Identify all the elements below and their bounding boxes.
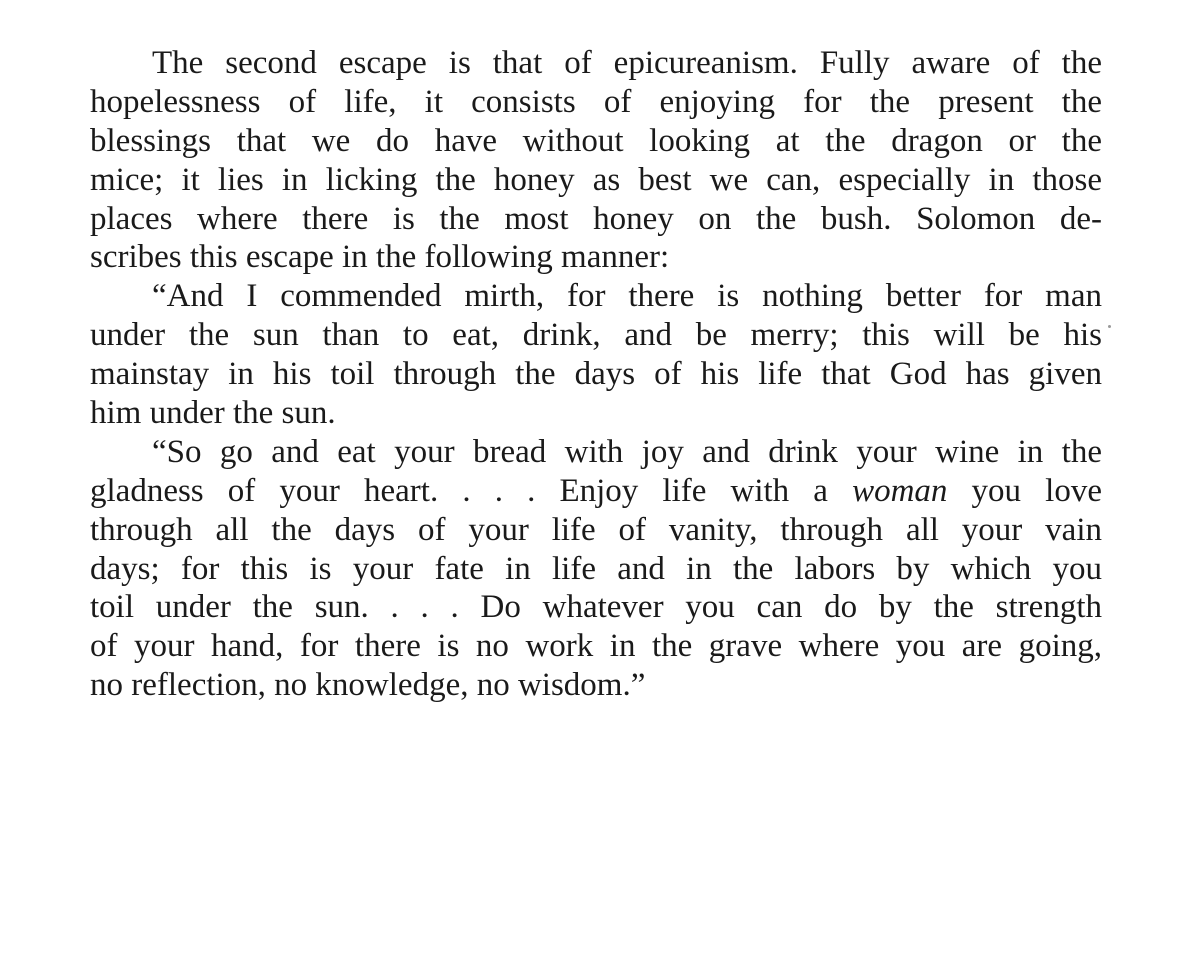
text-segment: places where there is the most honey on the bush. Solomon de-	[90, 200, 1102, 237]
italic-text: woman	[852, 472, 948, 509]
text-segment: scribes this escape in the following manner:	[90, 239, 670, 276]
text-line	[90, 472, 1102, 511]
text-segment: through all the days of your life of vanity, through all your vain	[90, 511, 1102, 548]
text-line	[90, 83, 1102, 122]
text-segment: mice; it lies in licking the honey as best we can, especially in those	[90, 161, 1102, 198]
text-line	[90, 238, 1102, 277]
text-segment: blessings that we do have without looking at the dragon or the	[90, 122, 1102, 159]
text-line	[90, 394, 1102, 433]
text-segment: days; for this is your fate in life and in the labors by which you	[90, 550, 1102, 587]
text-segment: of your hand, for there is no work in the grave where you are going,	[90, 628, 1102, 665]
text-line	[90, 316, 1102, 355]
text-segment: “So go and eat your bread with joy and drink your wine in the	[152, 433, 1102, 470]
text-line	[90, 44, 1102, 83]
text-line	[90, 200, 1102, 239]
text-line	[90, 277, 1102, 316]
scan-speck	[1108, 325, 1111, 328]
text-line	[90, 161, 1102, 200]
text-line	[90, 550, 1102, 589]
text-segment: hopelessness of life, it consists of enjoying for the present the	[90, 83, 1102, 120]
text-segment: toil under the sun. . . . Do whatever you can do by the strength	[90, 589, 1102, 626]
text-segment: mainstay in his toil through the days of his life that God has given	[90, 356, 1102, 393]
text-line	[90, 588, 1102, 627]
text-segment: you love	[947, 472, 1102, 509]
text-line	[90, 122, 1102, 161]
text-line	[90, 627, 1102, 666]
text-segment: gladness of your heart. . . . Enjoy life with a	[90, 472, 853, 509]
text-segment: under the sun than to eat, drink, and be merry; this will be his	[90, 317, 1102, 354]
text-segment: him under the sun.	[90, 395, 336, 432]
text-line	[90, 355, 1102, 394]
text-line	[90, 511, 1102, 550]
text-segment: The second escape is that of epicureanism. Fully aware of the	[152, 45, 1102, 81]
text-line	[90, 666, 1102, 705]
text-segment: no reflection, no knowledge, no wisdom.”	[90, 667, 646, 704]
text-line	[90, 433, 1102, 472]
document-text-block	[90, 44, 1102, 705]
text-segment: “And I commended mirth, for there is nothing better for man	[152, 278, 1102, 315]
